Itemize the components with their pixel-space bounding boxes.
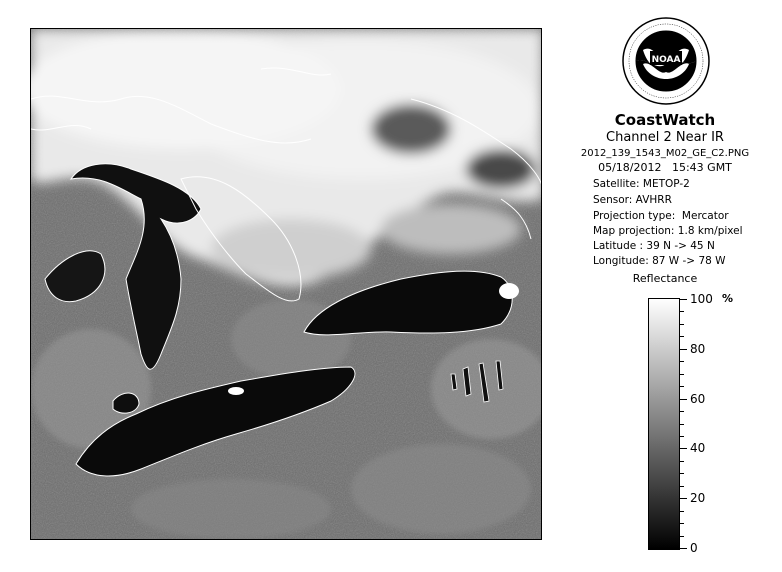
map-image — [31, 29, 542, 540]
scale-title: Reflectance — [632, 272, 698, 285]
reflectance-colorbar — [648, 298, 680, 550]
colorbar-tick — [680, 436, 684, 437]
noaa-seal-icon — [621, 16, 711, 106]
colorbar-label-80: 80 — [690, 341, 706, 356]
colorbar-tick — [680, 374, 684, 375]
brand-title: CoastWatch — [614, 111, 716, 129]
projection-type-label: Projection type: Mercator — [593, 210, 729, 222]
colorbar-tick — [680, 461, 684, 462]
colorbar-label-100: 100 — [690, 292, 713, 306]
colorbar-tick — [680, 448, 687, 449]
colorbar-tick — [680, 424, 684, 425]
file-name: 2012_139_1543_M02_GE_C2.PNG — [580, 148, 750, 159]
colorbar-tick — [680, 361, 684, 362]
colorbar-tick — [680, 411, 684, 412]
colorbar-tick — [680, 473, 684, 474]
satellite-label: Satellite: METOP-2 — [593, 178, 690, 190]
colorbar-label-40: 40 — [690, 441, 706, 456]
colorbar-tick — [680, 523, 684, 524]
scale-unit: % — [722, 292, 734, 305]
colorbar-label-60: 60 — [690, 391, 706, 406]
latitude-label: Latitude : 39 N -> 45 N — [593, 240, 715, 252]
colorbar-tick — [680, 498, 687, 499]
acquisition-datetime: 05/18/2012 15:43 GMT — [598, 161, 732, 174]
colorbar-tick — [680, 511, 684, 512]
noaa-logo — [621, 16, 711, 106]
colorbar-tick — [680, 536, 684, 537]
longitude-label: Longitude: 87 W -> 78 W — [593, 255, 726, 267]
colorbar-tick — [680, 324, 684, 325]
colorbar-label-20: 20 — [690, 491, 706, 506]
cloud-spot — [499, 283, 519, 299]
erie-cloud-spot — [228, 387, 244, 395]
colorbar-tick — [680, 486, 684, 487]
map-projection-label: Map projection: 1.8 km/pixel — [593, 225, 743, 237]
colorbar-tick — [680, 386, 684, 387]
colorbar-tick — [680, 399, 687, 400]
logo-text: NOAA — [651, 55, 681, 65]
colorbar-tick — [680, 299, 687, 300]
satellite-map — [30, 28, 542, 540]
colorbar-tick — [680, 311, 684, 312]
colorbar-tick — [680, 349, 687, 350]
colorbar-label-0: 0 — [690, 541, 698, 555]
colorbar-tick — [680, 336, 684, 337]
colorbar-tick — [680, 548, 687, 549]
sensor-label: Sensor: AVHRR — [593, 194, 672, 206]
channel-title: Channel 2 Near IR — [606, 130, 724, 145]
